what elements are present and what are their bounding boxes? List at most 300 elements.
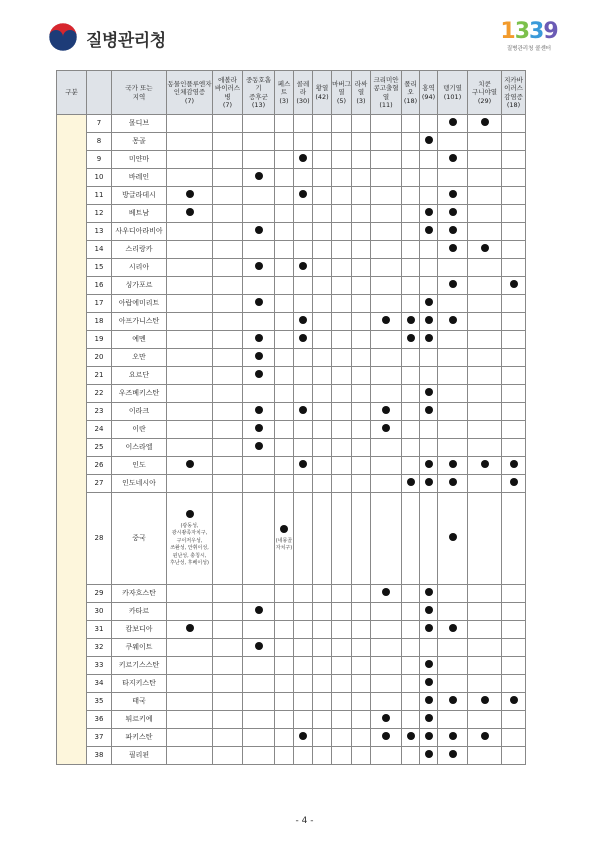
table-row	[57, 657, 526, 675]
status-cell	[502, 259, 526, 277]
status-cell	[213, 115, 243, 133]
disease-name: 홍역	[422, 84, 435, 92]
status-cell	[332, 169, 352, 187]
row-number: 27	[87, 475, 112, 493]
status-cell	[313, 259, 332, 277]
status-cell	[502, 729, 526, 747]
status-cell	[502, 331, 526, 349]
status-cell	[438, 259, 468, 277]
status-cell	[332, 603, 352, 621]
country-name: 아랍에미리트	[112, 295, 167, 313]
status-cell	[438, 639, 468, 657]
status-cell	[438, 621, 468, 639]
status-cell	[275, 585, 294, 603]
row-number: 12	[87, 205, 112, 223]
status-cell	[420, 585, 438, 603]
status-cell	[313, 639, 332, 657]
row-number: 9	[87, 151, 112, 169]
status-cell	[313, 585, 332, 603]
status-cell	[438, 187, 468, 205]
status-cell	[420, 493, 438, 585]
status-cell	[332, 313, 352, 331]
status-cell	[313, 295, 332, 313]
country-name: 카자흐스탄	[112, 585, 167, 603]
disease-name: 콜레라	[296, 79, 310, 97]
status-cell	[313, 133, 332, 151]
status-cell	[468, 187, 502, 205]
status-cell	[420, 115, 438, 133]
status-cell	[213, 223, 243, 241]
status-cell	[167, 133, 213, 151]
row-number: 17	[87, 295, 112, 313]
status-cell	[468, 711, 502, 729]
occurrence-dot-icon	[425, 732, 433, 740]
occurrence-dot-icon	[299, 154, 307, 162]
status-cell	[332, 385, 352, 403]
status-cell	[502, 349, 526, 367]
occurrence-dot-icon	[449, 244, 457, 252]
occurrence-dot-icon	[449, 533, 457, 541]
status-cell	[438, 205, 468, 223]
header-group: 구분	[57, 71, 87, 115]
status-cell	[420, 603, 438, 621]
status-cell	[438, 475, 468, 493]
country-count: (5)	[336, 96, 347, 105]
status-cell	[243, 367, 275, 385]
status-cell	[213, 187, 243, 205]
disease-name: 페스트	[277, 79, 291, 97]
occurrence-dot-icon	[449, 154, 457, 162]
status-cell	[275, 349, 294, 367]
status-cell	[332, 187, 352, 205]
status-cell	[167, 223, 213, 241]
status-cell	[371, 151, 402, 169]
status-cell	[167, 439, 213, 457]
country-name: 타지키스탄	[112, 675, 167, 693]
status-cell	[420, 639, 438, 657]
status-cell	[402, 295, 420, 313]
status-cell	[294, 223, 313, 241]
status-cell	[371, 349, 402, 367]
occurrence-dot-icon	[382, 588, 390, 596]
status-cell	[402, 151, 420, 169]
row-number: 24	[87, 421, 112, 439]
status-cell	[294, 115, 313, 133]
status-cell	[243, 115, 275, 133]
status-cell	[213, 259, 243, 277]
status-cell	[352, 693, 371, 711]
status-cell	[420, 675, 438, 693]
status-cell	[332, 585, 352, 603]
status-cell	[468, 259, 502, 277]
status-cell	[213, 331, 243, 349]
occurrence-dot-icon	[299, 460, 307, 468]
status-cell	[352, 259, 371, 277]
status-cell	[332, 493, 352, 585]
status-cell	[275, 657, 294, 675]
occurrence-dot-icon	[299, 190, 307, 198]
status-cell	[243, 421, 275, 439]
row-number: 37	[87, 729, 112, 747]
status-cell	[332, 295, 352, 313]
status-cell	[213, 439, 243, 457]
status-cell	[294, 367, 313, 385]
occurrence-dot-icon	[186, 510, 194, 518]
status-cell	[275, 603, 294, 621]
status-cell	[243, 223, 275, 241]
status-cell	[213, 621, 243, 639]
table-row	[57, 693, 526, 711]
row-number: 35	[87, 693, 112, 711]
status-cell	[332, 349, 352, 367]
status-cell	[243, 349, 275, 367]
status-cell	[243, 385, 275, 403]
country-name: 튀르키예	[112, 711, 167, 729]
row-number: 22	[87, 385, 112, 403]
disease-name: 뎅기열	[443, 84, 462, 92]
status-cell	[352, 385, 371, 403]
status-cell	[167, 585, 213, 603]
status-cell	[313, 421, 332, 439]
status-cell	[468, 693, 502, 711]
row-number: 20	[87, 349, 112, 367]
status-cell	[438, 223, 468, 241]
status-cell	[420, 729, 438, 747]
country-name: 바레인	[112, 169, 167, 187]
status-cell	[420, 223, 438, 241]
status-cell	[438, 439, 468, 457]
status-cell	[438, 277, 468, 295]
status-cell	[468, 493, 502, 585]
status-cell	[294, 475, 313, 493]
status-cell	[420, 439, 438, 457]
occurrence-dot-icon	[425, 478, 433, 486]
status-cell	[167, 421, 213, 439]
occurrence-dot-icon	[382, 732, 390, 740]
status-cell	[294, 151, 313, 169]
occurrence-dot-icon	[255, 226, 263, 234]
status-cell	[371, 241, 402, 259]
status-cell	[167, 475, 213, 493]
status-cell	[313, 403, 332, 421]
status-cell	[167, 313, 213, 331]
status-cell	[371, 367, 402, 385]
status-cell	[243, 711, 275, 729]
row-number: 14	[87, 241, 112, 259]
status-cell	[502, 457, 526, 475]
status-cell	[371, 295, 402, 313]
occurrence-dot-icon	[449, 750, 457, 758]
table-row	[57, 349, 526, 367]
row-number: 25	[87, 439, 112, 457]
status-cell	[402, 439, 420, 457]
status-cell	[243, 457, 275, 475]
status-cell	[332, 439, 352, 457]
occurrence-dot-icon	[299, 334, 307, 342]
status-cell	[402, 693, 420, 711]
table-row	[57, 295, 526, 313]
status-cell	[294, 457, 313, 475]
region-note: (네몽골 자치구)	[275, 537, 293, 551]
status-cell	[438, 349, 468, 367]
row-number: 8	[87, 133, 112, 151]
status-cell	[420, 711, 438, 729]
occurrence-dot-icon	[255, 352, 263, 360]
occurrence-dot-icon	[449, 208, 457, 216]
status-cell	[313, 657, 332, 675]
status-cell	[402, 639, 420, 657]
country-name: 사우디아라비아	[112, 223, 167, 241]
occurrence-dot-icon	[186, 190, 194, 198]
row-number: 18	[87, 313, 112, 331]
occurrence-dot-icon	[425, 660, 433, 668]
occurrence-dot-icon	[280, 525, 288, 533]
country-name: 시리아	[112, 259, 167, 277]
row-number: 36	[87, 711, 112, 729]
status-cell	[213, 493, 243, 585]
status-cell	[371, 385, 402, 403]
status-cell	[294, 331, 313, 349]
status-cell	[167, 457, 213, 475]
disease-name: 황열	[315, 84, 329, 92]
status-cell	[332, 331, 352, 349]
status-cell	[243, 259, 275, 277]
status-cell	[352, 657, 371, 675]
status-cell	[438, 367, 468, 385]
country-count: (101)	[443, 92, 462, 101]
status-cell	[352, 277, 371, 295]
occurrence-dot-icon	[382, 316, 390, 324]
country-name: 아프가니스탄	[112, 313, 167, 331]
row-number: 11	[87, 187, 112, 205]
status-cell	[275, 331, 294, 349]
table-row	[57, 457, 526, 475]
status-cell	[420, 385, 438, 403]
occurrence-dot-icon	[449, 624, 457, 632]
status-cell	[275, 223, 294, 241]
status-cell	[294, 259, 313, 277]
status-cell	[275, 187, 294, 205]
status-cell	[275, 621, 294, 639]
status-cell	[352, 115, 371, 133]
status-cell	[243, 747, 275, 765]
status-cell	[352, 187, 371, 205]
status-cell	[502, 475, 526, 493]
status-cell	[468, 421, 502, 439]
status-cell	[332, 621, 352, 639]
status-cell	[420, 349, 438, 367]
occurrence-dot-icon	[481, 732, 489, 740]
status-cell	[371, 187, 402, 205]
status-cell	[332, 457, 352, 475]
disease-header-0	[167, 71, 213, 115]
status-cell	[402, 675, 420, 693]
status-cell	[468, 385, 502, 403]
status-cell	[275, 295, 294, 313]
status-cell	[313, 313, 332, 331]
country-count: (3)	[356, 96, 366, 105]
status-cell	[294, 241, 313, 259]
status-cell	[371, 711, 402, 729]
status-cell	[313, 277, 332, 295]
status-cell	[167, 349, 213, 367]
status-cell	[294, 493, 313, 585]
table-row	[57, 675, 526, 693]
status-cell	[243, 675, 275, 693]
status-cell	[213, 693, 243, 711]
status-cell	[294, 747, 313, 765]
status-cell	[468, 403, 502, 421]
status-cell	[438, 493, 468, 585]
status-cell	[352, 133, 371, 151]
country-name: 싱가포르	[112, 277, 167, 295]
status-cell	[371, 657, 402, 675]
status-cell	[371, 747, 402, 765]
status-cell	[243, 439, 275, 457]
status-cell	[371, 729, 402, 747]
table-row	[57, 241, 526, 259]
status-cell	[167, 241, 213, 259]
status-cell	[213, 349, 243, 367]
status-cell	[468, 475, 502, 493]
status-cell	[352, 585, 371, 603]
status-cell	[438, 457, 468, 475]
country-count: (42)	[315, 92, 329, 101]
table-row	[57, 151, 526, 169]
occurrence-dot-icon	[449, 226, 457, 234]
country-count: (18)	[506, 101, 521, 109]
row-number: 16	[87, 277, 112, 295]
status-cell	[420, 259, 438, 277]
status-cell	[402, 385, 420, 403]
status-cell	[167, 675, 213, 693]
occurrence-dot-icon	[425, 606, 433, 614]
status-cell	[332, 747, 352, 765]
status-cell	[275, 241, 294, 259]
country-name: 카타르	[112, 603, 167, 621]
status-cell	[468, 657, 502, 675]
status-cell	[352, 169, 371, 187]
status-cell	[371, 585, 402, 603]
country-count: (13)	[251, 101, 266, 109]
table-row	[57, 421, 526, 439]
status-cell	[213, 385, 243, 403]
disease-country-table	[56, 70, 526, 765]
status-cell	[294, 133, 313, 151]
hotline-number: 1339	[500, 19, 558, 44]
status-cell	[332, 133, 352, 151]
status-cell	[438, 115, 468, 133]
status-cell	[213, 277, 243, 295]
table-row	[57, 711, 526, 729]
status-cell	[294, 169, 313, 187]
table-row	[57, 493, 526, 585]
status-cell	[402, 259, 420, 277]
status-cell	[167, 403, 213, 421]
status-cell	[352, 151, 371, 169]
status-cell	[313, 169, 332, 187]
status-cell	[402, 421, 420, 439]
country-name: 키르기스스탄	[112, 657, 167, 675]
disease-name: 크리미안 콩고출혈열	[373, 75, 399, 101]
status-cell	[352, 367, 371, 385]
status-cell	[438, 711, 468, 729]
status-cell	[352, 475, 371, 493]
status-cell	[313, 385, 332, 403]
status-cell	[371, 439, 402, 457]
status-cell	[332, 151, 352, 169]
status-cell	[352, 331, 371, 349]
table-row	[57, 259, 526, 277]
status-cell	[402, 241, 420, 259]
status-cell	[332, 693, 352, 711]
status-cell	[502, 621, 526, 639]
status-cell	[402, 169, 420, 187]
status-cell	[313, 367, 332, 385]
status-cell	[420, 367, 438, 385]
status-cell	[371, 169, 402, 187]
status-cell	[371, 475, 402, 493]
country-name: 필리핀	[112, 747, 167, 765]
status-cell	[294, 603, 313, 621]
header-region: 국가 또는 지역	[112, 71, 167, 115]
disease-name: 폴리오	[404, 79, 417, 97]
status-cell	[332, 729, 352, 747]
status-cell	[294, 295, 313, 313]
status-cell	[420, 421, 438, 439]
occurrence-dot-icon	[510, 460, 518, 468]
occurrence-dot-icon	[510, 696, 518, 704]
row-number: 15	[87, 259, 112, 277]
occurrence-dot-icon	[425, 334, 433, 342]
occurrence-dot-icon	[481, 460, 489, 468]
status-cell	[243, 729, 275, 747]
status-cell	[213, 241, 243, 259]
header-number	[87, 71, 112, 115]
status-cell	[167, 187, 213, 205]
disease-name: 라싸열	[354, 79, 368, 97]
status-cell	[213, 603, 243, 621]
row-number: 33	[87, 657, 112, 675]
disease-header-5	[313, 71, 332, 115]
row-number: 7	[87, 115, 112, 133]
hotline-logo	[490, 20, 568, 56]
status-cell	[420, 277, 438, 295]
status-cell	[352, 295, 371, 313]
hotline-caption: 질병관리청 콜센터	[506, 46, 552, 52]
status-cell	[275, 367, 294, 385]
status-cell	[438, 133, 468, 151]
disease-header-11	[438, 71, 468, 115]
status-cell	[420, 747, 438, 765]
status-cell	[371, 223, 402, 241]
status-cell	[502, 693, 526, 711]
country-name: 태국	[112, 693, 167, 711]
status-cell	[213, 169, 243, 187]
country-count: (3)	[279, 96, 289, 105]
table-row	[57, 313, 526, 331]
status-cell	[213, 585, 243, 603]
country-name: 방글라데시	[112, 187, 167, 205]
status-cell	[420, 187, 438, 205]
status-cell	[332, 223, 352, 241]
status-cell	[167, 277, 213, 295]
status-cell	[275, 729, 294, 747]
status-cell	[167, 115, 213, 133]
status-cell	[213, 313, 243, 331]
status-cell	[352, 349, 371, 367]
status-cell	[438, 385, 468, 403]
